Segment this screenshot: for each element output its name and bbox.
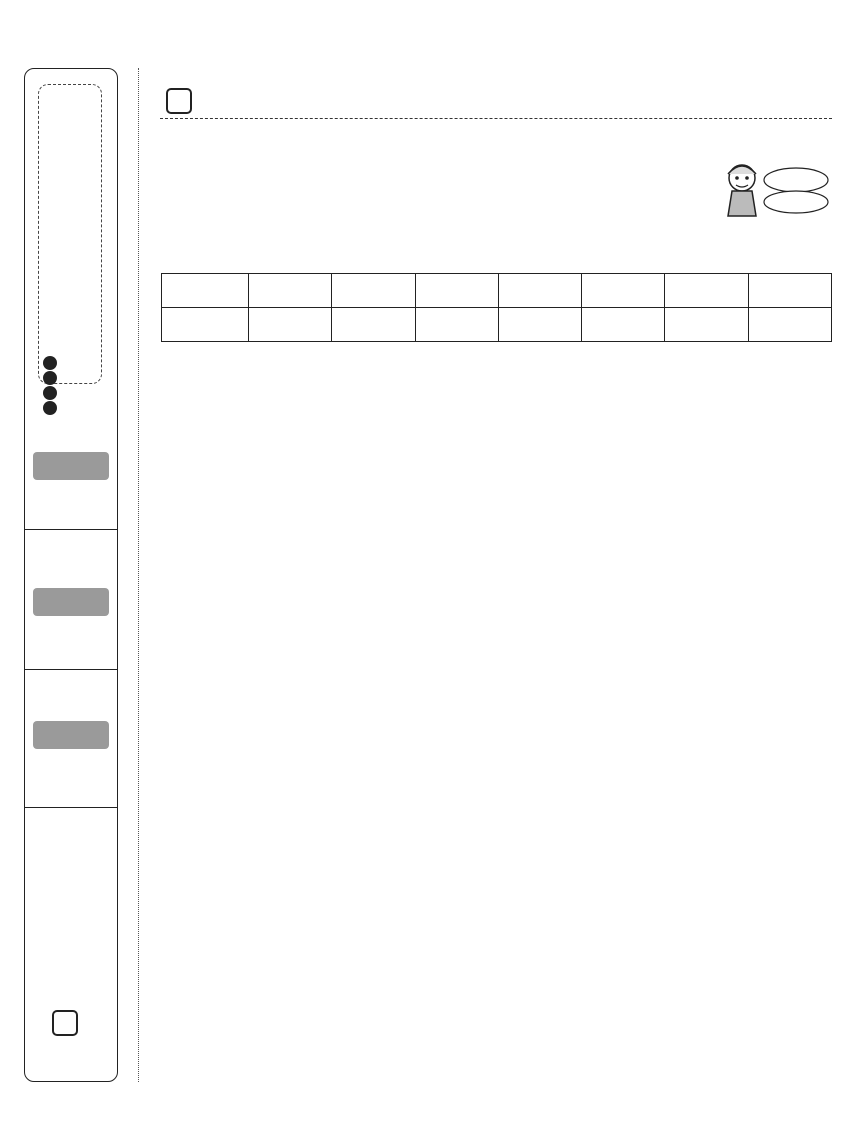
table-header-cell — [332, 274, 415, 308]
table-row-label — [162, 308, 249, 342]
score-cell[interactable] — [748, 308, 831, 342]
table-header-cell — [415, 274, 498, 308]
score-table-header-row — [162, 274, 832, 308]
table-header-cell — [582, 274, 665, 308]
score-cell[interactable] — [582, 308, 665, 342]
cut-line — [138, 68, 139, 1082]
score-cell[interactable] — [665, 308, 748, 342]
notice-heading — [43, 356, 61, 416]
header-logo — [166, 88, 192, 114]
score-table — [161, 273, 832, 342]
score-table-score-row — [162, 308, 832, 342]
sidebar-logo — [52, 1010, 78, 1036]
table-header-cell — [249, 274, 332, 308]
mascot-badge — [718, 158, 830, 220]
table-header-cell — [498, 274, 581, 308]
sidebar-divider — [25, 529, 117, 530]
class-label — [33, 588, 109, 616]
school-label — [33, 721, 109, 749]
score-cell[interactable] — [249, 308, 332, 342]
score-cell[interactable] — [332, 308, 415, 342]
sidebar-divider — [25, 807, 117, 808]
sidebar-divider — [25, 669, 117, 670]
table-header-cell — [665, 274, 748, 308]
score-cell[interactable] — [415, 308, 498, 342]
header-divider — [160, 118, 832, 119]
mascot-icon — [718, 158, 830, 220]
table-header-cell — [748, 274, 831, 308]
score-cell[interactable] — [498, 308, 581, 342]
name-label — [33, 452, 109, 480]
table-header-cell — [162, 274, 249, 308]
notice-box — [38, 84, 102, 384]
